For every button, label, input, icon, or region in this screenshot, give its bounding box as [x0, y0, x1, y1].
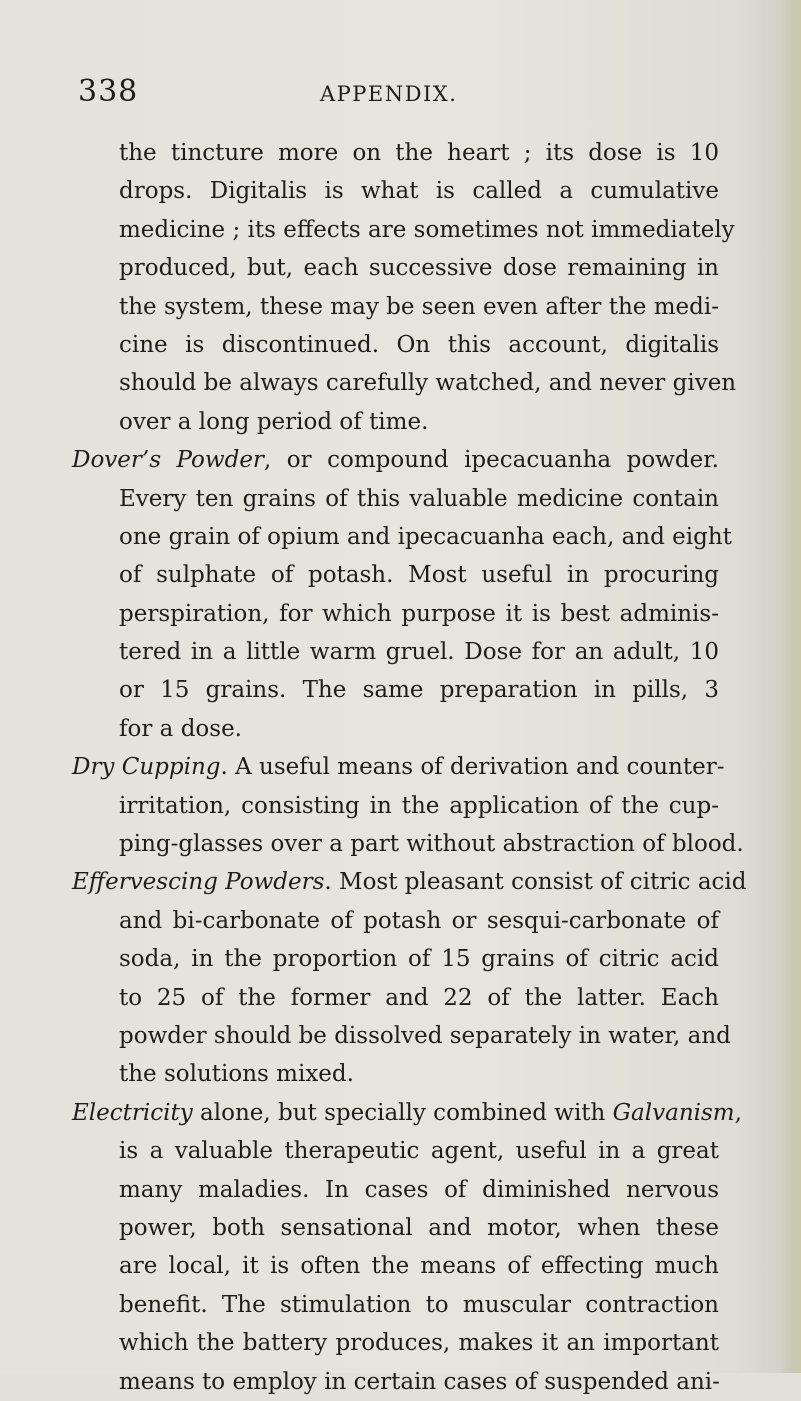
- text-line: power, both sensational and motor, when these: [119, 1214, 719, 1241]
- text-line: tered in a little warm gruel. Dose for an adult, 10: [119, 639, 719, 666]
- text-line: perspiration, for which purpose it is best adminis-: [119, 600, 719, 627]
- running-head: APPENDIX.: [320, 82, 458, 106]
- text-line: are local, it is often the means of effecting much: [119, 1253, 719, 1280]
- entry-effervescing-powders: Effervescing Powders. Most pleasant consist of citric acid: [72, 869, 747, 896]
- entry-dovers-powder: Dover’s Powder, or compound ipecacuanha powder.: [72, 447, 719, 474]
- entry-dry-cupping: Dry Cupping. A useful means of derivation and counter-: [72, 754, 725, 781]
- body-text: [72, 134, 747, 1401]
- text-line: medicine ; its effects are sometimes not immediately: [119, 216, 735, 243]
- text-line: over a long period of time.: [119, 408, 429, 435]
- page-edge-shadow: [779, 0, 801, 1373]
- text-line: Every ten grains of this valuable medicine contain: [119, 485, 719, 512]
- text-line: produced, but, each successive dose remaining in: [119, 255, 719, 282]
- entry-term: Dry Cupping: [72, 754, 221, 781]
- entry-term: Effervescing Powders: [72, 869, 325, 896]
- page-header: [78, 74, 718, 114]
- text-line: many maladies. In cases of diminished nervous: [119, 1176, 719, 1203]
- text-line: the tincture more on the heart ; its dose is 10: [119, 140, 719, 166]
- text-line: soda, in the proportion of 15 grains of citric acid: [119, 946, 719, 973]
- entry-term-galvanism: Galvanism: [612, 1099, 735, 1126]
- text-line: drops. Digitalis is what is called a cumulative: [119, 178, 719, 205]
- text-line: benefit. The stimulation to muscular contraction: [119, 1291, 719, 1318]
- text-line: which the battery produces, makes it an important: [119, 1330, 719, 1357]
- text-line: for a dose.: [119, 715, 242, 742]
- text-line: cine is discontinued. On this account, digitalis: [119, 331, 719, 358]
- text-line: should be always carefully watched, and never given: [119, 370, 737, 397]
- text-line: is a valuable therapeutic agent, useful in a great: [119, 1138, 719, 1165]
- page-number: 338: [78, 74, 139, 109]
- entry-electricity: Electricity alone, but specially combined with Galvanism,: [72, 1099, 742, 1126]
- text-line: or 15 grains. The same preparation in pills, 3: [119, 677, 719, 704]
- text-line: to 25 of the former and 22 of the latter. Each: [119, 984, 719, 1011]
- text-line: the system, these may be seen even after the medi-: [119, 293, 719, 320]
- text-line: and bi-carbonate of potash or sesqui-carbonate of: [119, 907, 719, 934]
- text-line: ping-glasses over a part without abstraction of blood.: [119, 831, 744, 858]
- text-line: the solutions mixed.: [119, 1061, 354, 1088]
- text-line: of sulphate of potash. Most useful in procuring: [119, 562, 719, 589]
- entry-term: Electricity: [72, 1099, 193, 1126]
- text-line: powder should be dissolved separately in water, and: [119, 1022, 731, 1049]
- text-line: irritation, consisting in the application of the cup-: [119, 792, 719, 819]
- text-line: means to employ in certain cases of suspended ani-: [119, 1368, 720, 1395]
- entry-term: Dover’s Powder: [72, 447, 264, 474]
- text-line: one grain of opium and ipecacuanha each, and eight: [119, 523, 732, 550]
